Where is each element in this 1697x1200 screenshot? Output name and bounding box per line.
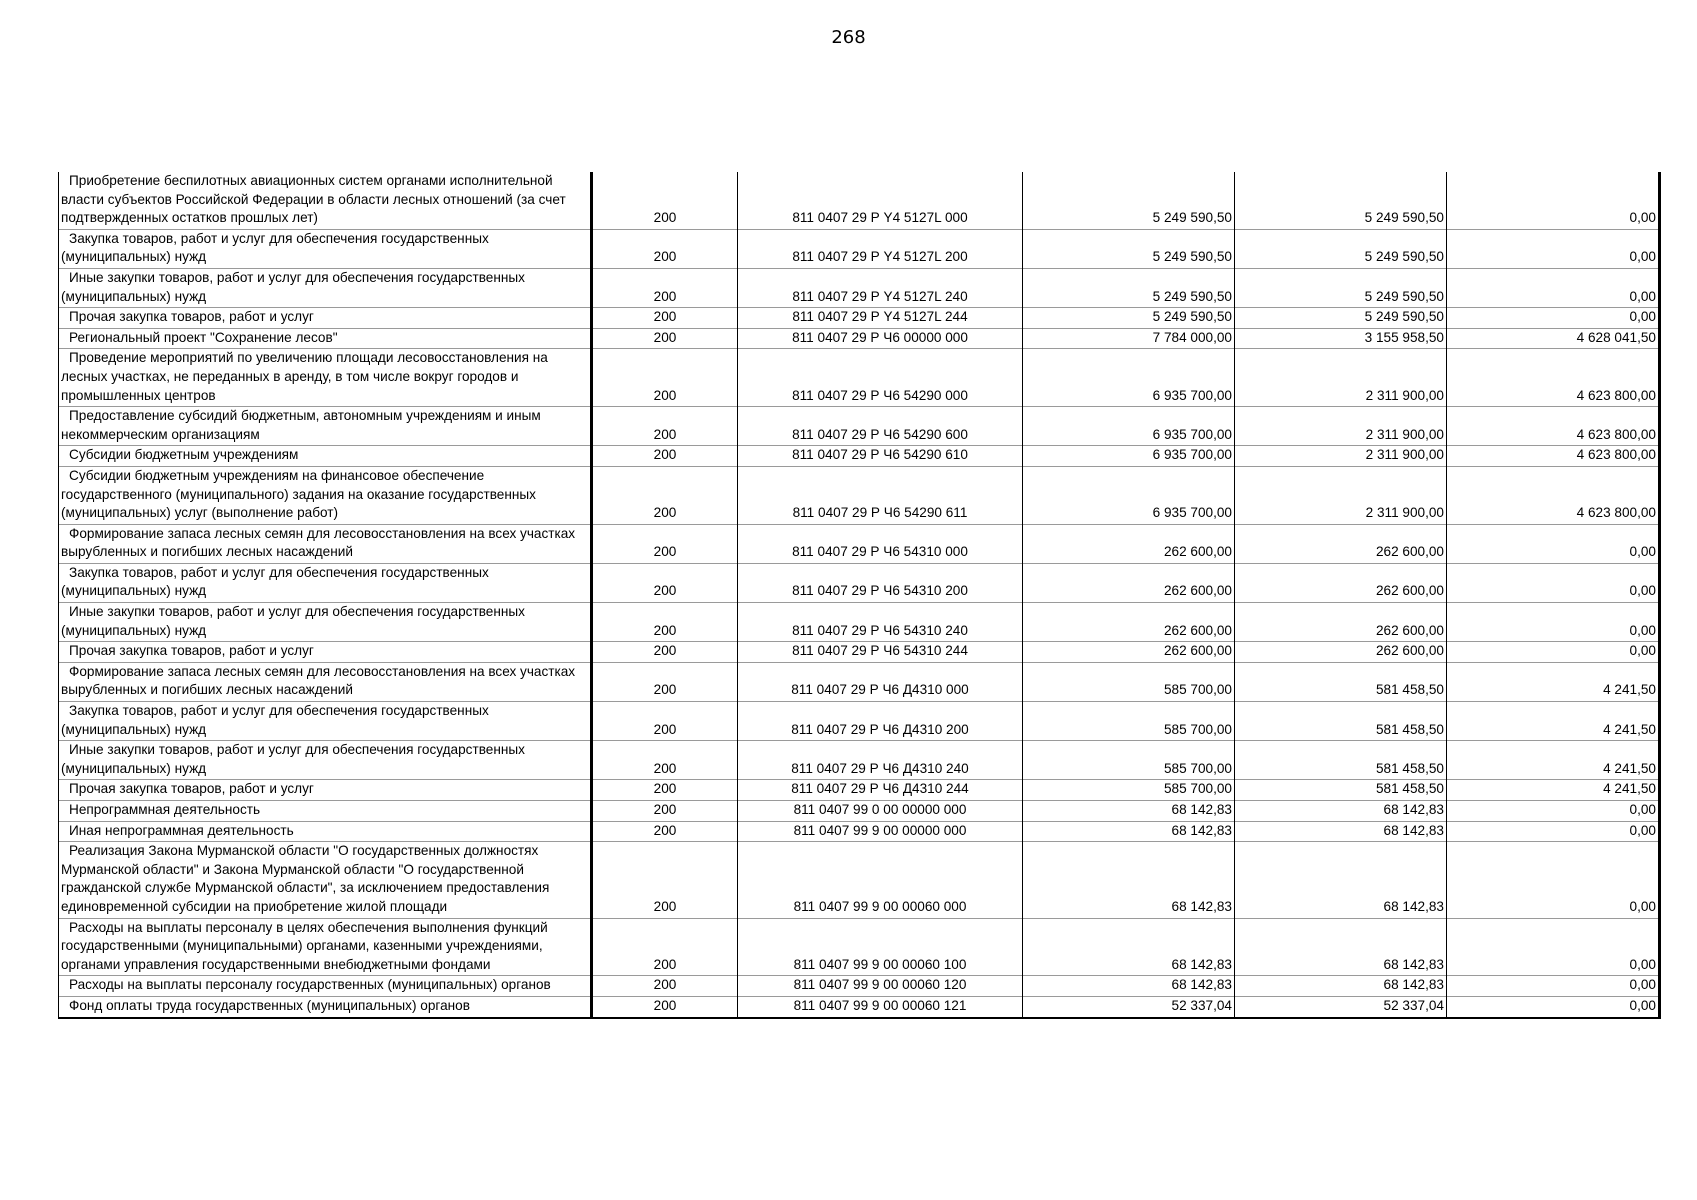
row-classification-code: 811 0407 29 Р Ч6 Д4310 244 — [738, 780, 1023, 801]
row-value-3: 0,00 — [1447, 308, 1660, 329]
table-row — [59, 741, 1660, 780]
row-name-cell — [59, 407, 592, 446]
row-value-2: 2 311 900,00 — [1235, 349, 1447, 407]
row-value-3: 0,00 — [1447, 524, 1660, 563]
row-name: Предоставление субсидий бюджетным, автономным учреждениям и иным некоммерческим организациям — [61, 408, 541, 442]
row-value-2: 52 337,04 — [1235, 996, 1447, 1017]
row-value-1: 68 142,83 — [1023, 801, 1235, 822]
table-row — [59, 446, 1660, 467]
row-admin-code: 200 — [592, 466, 738, 524]
row-value-2: 5 249 590,50 — [1235, 268, 1447, 307]
row-classification-code: 811 0407 29 Р Ч6 Д4310 000 — [738, 662, 1023, 701]
row-classification-code: 811 0407 29 Р Ч6 54310 240 — [738, 603, 1023, 642]
table-row — [59, 918, 1660, 976]
row-classification-code: 811 0407 29 Р Y4 5127L 240 — [738, 268, 1023, 307]
row-classification-code: 811 0407 99 0 00 00000 000 — [738, 801, 1023, 822]
row-name: Непрограммная деятельность — [69, 802, 261, 817]
row-name-cell — [59, 446, 592, 467]
row-name-cell — [59, 662, 592, 701]
table-row — [59, 172, 1660, 229]
row-value-2: 68 142,83 — [1235, 821, 1447, 842]
row-value-2: 581 458,50 — [1235, 662, 1447, 701]
row-name-cell — [59, 603, 592, 642]
row-value-3: 4 623 800,00 — [1447, 466, 1660, 524]
row-name: Прочая закупка товаров, работ и услуг — [69, 643, 314, 659]
row-admin-code: 200 — [592, 642, 738, 663]
row-value-2: 5 249 590,50 — [1235, 229, 1447, 268]
row-name: Закупка товаров, работ и услуг для обеспечения государственных (муниципальных) нужд — [61, 230, 489, 265]
row-admin-code: 200 — [592, 918, 738, 976]
row-value-1: 585 700,00 — [1023, 662, 1235, 701]
row-name-cell — [59, 229, 592, 268]
row-admin-code: 200 — [592, 407, 738, 446]
row-admin-code: 200 — [592, 702, 738, 741]
table-row — [59, 268, 1660, 307]
row-classification-code: 811 0407 29 Р Ч6 54290 611 — [738, 466, 1023, 524]
table-row — [59, 662, 1660, 701]
row-value-3: 4 241,50 — [1447, 780, 1660, 801]
row-admin-code: 200 — [592, 446, 738, 467]
row-admin-code: 200 — [592, 842, 738, 918]
row-classification-code: 811 0407 99 9 00 00060 000 — [738, 842, 1023, 918]
row-classification-code: 811 0407 99 9 00 00000 000 — [738, 821, 1023, 842]
row-value-2: 5 249 590,50 — [1235, 172, 1447, 229]
row-value-3: 0,00 — [1447, 976, 1660, 997]
row-classification-code: 811 0407 29 Р Y4 5127L 000 — [738, 172, 1023, 229]
row-name-cell — [59, 996, 592, 1017]
row-value-1: 68 142,83 — [1023, 976, 1235, 997]
row-name-cell — [59, 702, 592, 741]
row-name: Региональный проект "Сохранение лесов" — [69, 329, 338, 345]
row-value-3: 0,00 — [1447, 996, 1660, 1017]
row-name-cell — [59, 349, 592, 407]
row-value-1: 5 249 590,50 — [1023, 172, 1235, 229]
row-name: Реализация Закона Мурманской области "О государственных должностях Мурманской области" и Закона Мурманской области "О государственной гражданской службе Мурманской области", за исключением предоставления единовременной субсидии на приобретение жилой площади — [61, 843, 550, 914]
row-name: Субсидии бюджетным учреждениям на финансовое обеспечение государственного (муниципального) задания на оказание государственных (муниципальных) услуг (выполнение работ) — [61, 467, 536, 521]
row-value-1: 6 935 700,00 — [1023, 446, 1235, 467]
row-value-2: 68 142,83 — [1235, 842, 1447, 918]
row-classification-code: 811 0407 99 9 00 00060 100 — [738, 918, 1023, 976]
row-value-3: 0,00 — [1447, 229, 1660, 268]
row-value-3: 4 241,50 — [1447, 741, 1660, 780]
row-value-3: 4 628 041,50 — [1447, 328, 1660, 349]
row-name-cell — [59, 268, 592, 307]
row-value-2: 68 142,83 — [1235, 801, 1447, 822]
row-classification-code: 811 0407 99 9 00 00060 121 — [738, 996, 1023, 1017]
row-name-cell — [59, 563, 592, 602]
row-name: Формирование запаса лесных семян для лесовосстановления на всех участках вырубленных и погибших лесных насаждений — [61, 663, 576, 698]
row-admin-code: 200 — [592, 563, 738, 602]
row-value-1: 5 249 590,50 — [1023, 268, 1235, 307]
row-classification-code: 811 0407 29 Р Ч6 Д4310 240 — [738, 741, 1023, 780]
row-name-cell — [59, 328, 592, 349]
row-name-cell — [59, 524, 592, 563]
row-value-2: 2 311 900,00 — [1235, 407, 1447, 446]
row-classification-code: 811 0407 29 Р Ч6 54310 200 — [738, 563, 1023, 602]
row-admin-code: 200 — [592, 268, 738, 307]
row-name: Проведение мероприятий по увеличению площади лесовосстановления на лесных участках, не переданных в аренду, в том числе вокруг городов и промышленных центров — [61, 350, 548, 403]
table-row — [59, 328, 1660, 349]
row-value-3: 0,00 — [1447, 603, 1660, 642]
table-row — [59, 842, 1660, 918]
row-name-cell — [59, 801, 592, 822]
row-admin-code: 200 — [592, 308, 738, 329]
row-classification-code: 811 0407 29 Р Ч6 54310 000 — [738, 524, 1023, 563]
row-admin-code: 200 — [592, 172, 738, 229]
table-row — [59, 524, 1660, 563]
row-name: Фонд оплаты труда государственных (муниципальных) органов — [69, 997, 470, 1013]
row-admin-code: 200 — [592, 349, 738, 407]
table-row — [59, 603, 1660, 642]
table-row — [59, 801, 1660, 822]
row-name-cell — [59, 918, 592, 976]
row-value-3: 4 623 800,00 — [1447, 349, 1660, 407]
row-value-1: 6 935 700,00 — [1023, 407, 1235, 446]
row-admin-code: 200 — [592, 662, 738, 701]
row-value-3: 4 241,50 — [1447, 662, 1660, 701]
row-value-1: 5 249 590,50 — [1023, 229, 1235, 268]
row-value-2: 262 600,00 — [1235, 563, 1447, 602]
row-value-2: 262 600,00 — [1235, 603, 1447, 642]
table-row — [59, 821, 1660, 842]
row-name: Расходы на выплаты персоналу государственных (муниципальных) органов — [69, 977, 551, 993]
table-row — [59, 780, 1660, 801]
row-value-2: 5 249 590,50 — [1235, 308, 1447, 329]
row-classification-code: 811 0407 29 Р Y4 5127L 200 — [738, 229, 1023, 268]
row-name: Иные закупки товаров, работ и услуг для обеспечения государственных (муниципальных) нужд — [61, 269, 525, 304]
row-value-2: 2 311 900,00 — [1235, 466, 1447, 524]
row-value-2: 2 311 900,00 — [1235, 446, 1447, 467]
row-value-1: 6 935 700,00 — [1023, 349, 1235, 407]
row-classification-code: 811 0407 29 Р Ч6 54290 600 — [738, 407, 1023, 446]
row-name: Закупка товаров, работ и услуг для обеспечения государственных (муниципальных) нужд — [61, 703, 489, 737]
row-value-1: 7 784 000,00 — [1023, 328, 1235, 349]
row-value-3: 4 623 800,00 — [1447, 407, 1660, 446]
row-value-1: 68 142,83 — [1023, 821, 1235, 842]
row-value-1: 52 337,04 — [1023, 996, 1235, 1017]
row-name-cell — [59, 780, 592, 801]
row-classification-code: 811 0407 29 Р Ч6 Д4310 200 — [738, 702, 1023, 741]
row-value-3: 0,00 — [1447, 268, 1660, 307]
row-value-1: 68 142,83 — [1023, 842, 1235, 918]
row-admin-code: 200 — [592, 780, 738, 801]
row-value-3: 0,00 — [1447, 821, 1660, 842]
row-admin-code: 200 — [592, 976, 738, 997]
table-row — [59, 349, 1660, 407]
row-value-1: 262 600,00 — [1023, 563, 1235, 602]
table-row — [59, 563, 1660, 602]
row-classification-code: 811 0407 29 Р Ч6 00000 000 — [738, 328, 1023, 349]
table-row — [59, 642, 1660, 663]
row-name-cell — [59, 172, 592, 229]
row-name-cell — [59, 976, 592, 997]
row-value-2: 68 142,83 — [1235, 976, 1447, 997]
row-value-1: 262 600,00 — [1023, 524, 1235, 563]
row-name: Иные закупки товаров, работ и услуг для обеспечения государственных (муниципальных) нужд — [61, 742, 525, 776]
row-classification-code: 811 0407 29 Р Y4 5127L 244 — [738, 308, 1023, 329]
row-value-2: 581 458,50 — [1235, 702, 1447, 741]
row-value-1: 585 700,00 — [1023, 780, 1235, 801]
row-value-1: 5 249 590,50 — [1023, 308, 1235, 329]
row-value-2: 68 142,83 — [1235, 918, 1447, 976]
row-admin-code: 200 — [592, 801, 738, 822]
row-value-2: 262 600,00 — [1235, 642, 1447, 663]
row-name-cell — [59, 821, 592, 842]
row-value-3: 4 241,50 — [1447, 702, 1660, 741]
row-value-2: 262 600,00 — [1235, 524, 1447, 563]
row-value-1: 585 700,00 — [1023, 741, 1235, 780]
row-value-1: 262 600,00 — [1023, 603, 1235, 642]
row-value-3: 0,00 — [1447, 642, 1660, 663]
row-name: Закупка товаров, работ и услуг для обеспечения государственных (муниципальных) нужд — [61, 564, 489, 599]
row-value-2: 3 155 958,50 — [1235, 328, 1447, 349]
row-name-cell — [59, 466, 592, 524]
row-value-1: 68 142,83 — [1023, 918, 1235, 976]
row-name: Прочая закупка товаров, работ и услуг — [69, 781, 314, 797]
row-value-3: 0,00 — [1447, 801, 1660, 822]
budget-table — [58, 172, 1661, 1019]
row-name: Формирование запаса лесных семян для лесовосстановления на всех участках вырубленных и погибших лесных насаждений — [61, 525, 576, 560]
row-admin-code: 200 — [592, 741, 738, 780]
row-admin-code: 200 — [592, 524, 738, 563]
row-name: Иные закупки товаров, работ и услуг для обеспечения государственных (муниципальных) нужд — [61, 604, 525, 638]
row-classification-code: 811 0407 29 Р Ч6 54290 610 — [738, 446, 1023, 467]
table-row — [59, 308, 1660, 329]
row-admin-code: 200 — [592, 996, 738, 1017]
row-classification-code: 811 0407 29 Р Ч6 54290 000 — [738, 349, 1023, 407]
row-name: Приобретение беспилотных авиационных систем органами исполнительной власти субъектов Российской Федерации в области лесных отношений (за счет подтвержденных остатков прошлых лет) — [61, 173, 566, 226]
row-name: Расходы на выплаты персоналу в целях обеспечения выполнения функций государственными (муниципальными) органами, казенными учреждениями, органами управления государственными внебюджетными фондами — [61, 919, 548, 972]
table-row — [59, 702, 1660, 741]
table-row — [59, 976, 1660, 997]
row-admin-code: 200 — [592, 328, 738, 349]
table-row — [59, 407, 1660, 446]
row-value-3: 0,00 — [1447, 563, 1660, 602]
table-row — [59, 229, 1660, 268]
row-classification-code: 811 0407 99 9 00 00060 120 — [738, 976, 1023, 997]
row-value-1: 6 935 700,00 — [1023, 466, 1235, 524]
page-number: 268 — [831, 27, 866, 48]
row-value-3: 0,00 — [1447, 918, 1660, 976]
row-name-cell — [59, 642, 592, 663]
row-name-cell — [59, 741, 592, 780]
row-name-cell — [59, 842, 592, 918]
row-admin-code: 200 — [592, 603, 738, 642]
row-value-2: 581 458,50 — [1235, 741, 1447, 780]
row-admin-code: 200 — [592, 229, 738, 268]
row-name: Субсидии бюджетным учреждениям — [69, 447, 299, 463]
row-value-3: 4 623 800,00 — [1447, 446, 1660, 467]
row-admin-code: 200 — [592, 821, 738, 842]
row-classification-code: 811 0407 29 Р Ч6 54310 244 — [738, 642, 1023, 663]
row-value-3: 0,00 — [1447, 172, 1660, 229]
row-name: Прочая закупка товаров, работ и услуг — [69, 309, 314, 325]
row-value-3: 0,00 — [1447, 842, 1660, 918]
table-row — [59, 466, 1660, 524]
row-value-1: 262 600,00 — [1023, 642, 1235, 663]
row-name: Иная непрограммная деятельность — [69, 822, 294, 838]
row-value-1: 585 700,00 — [1023, 702, 1235, 741]
table-row — [59, 996, 1660, 1017]
row-name-cell — [59, 308, 592, 329]
row-value-2: 581 458,50 — [1235, 780, 1447, 801]
table-body — [59, 172, 1660, 1018]
